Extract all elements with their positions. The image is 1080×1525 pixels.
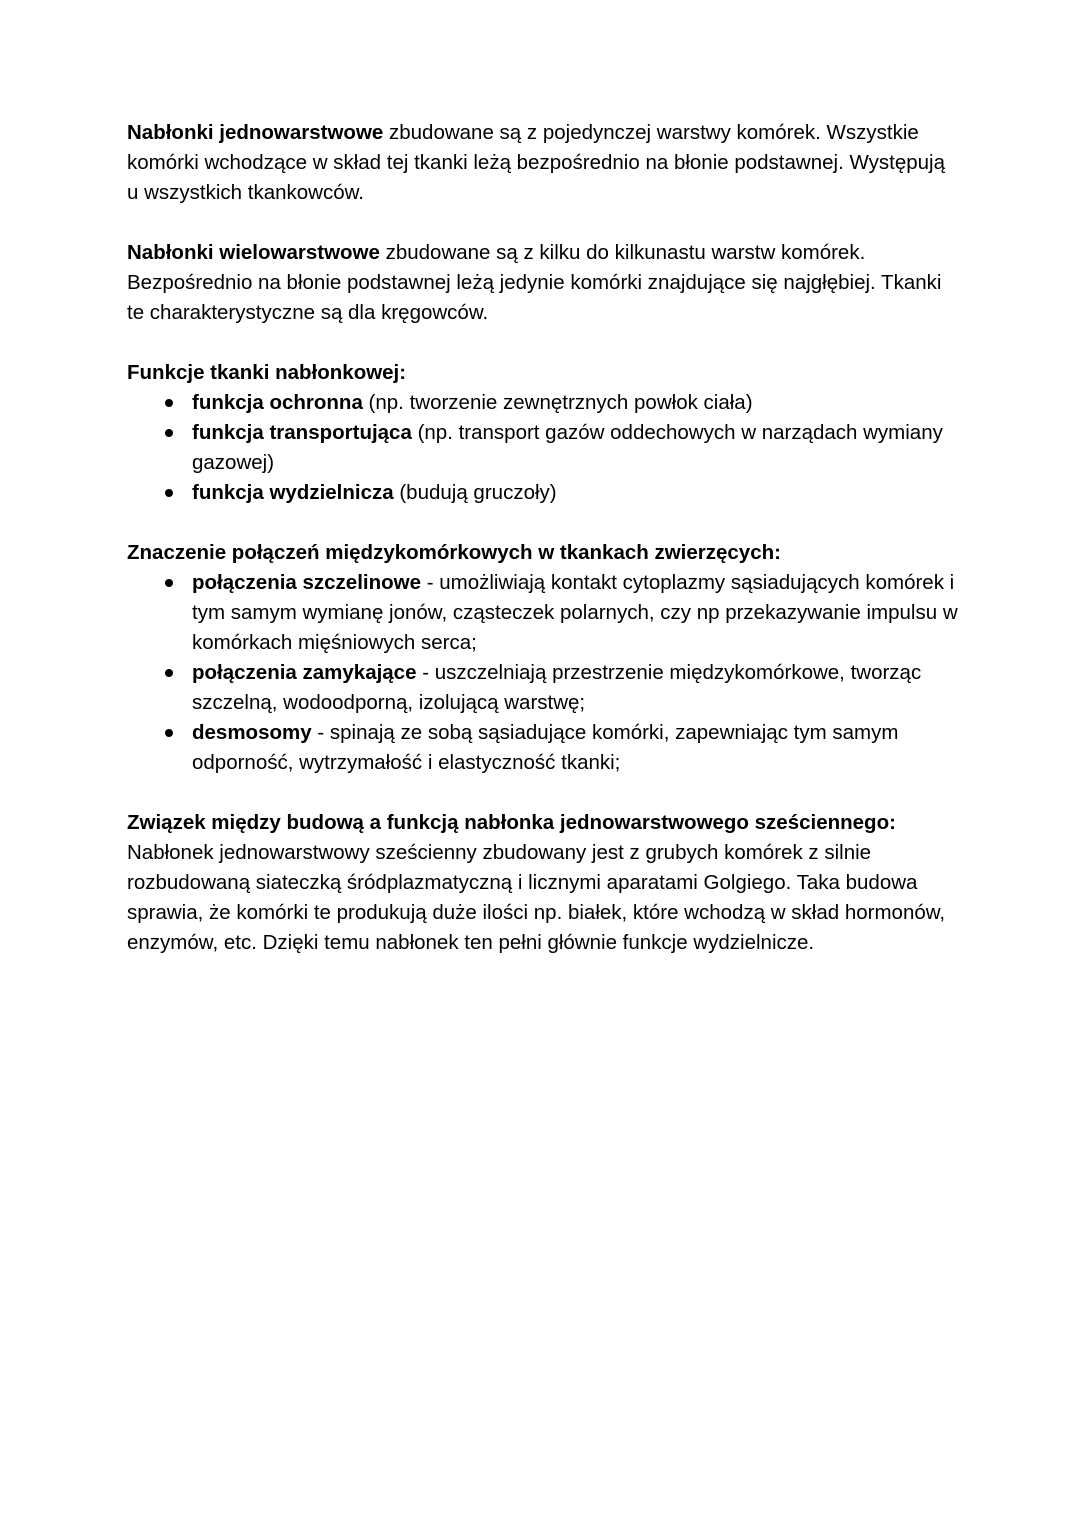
bullet-dot-icon (165, 669, 173, 677)
list-item-text: - umożliwiają kontakt cytoplazmy sąsiadujących komórek i tym samym wymianę jonów, cząsteczek polarnych, czy np przekazywanie impulsu w komórkach mięśniowych serca; (192, 571, 958, 654)
list-item (127, 568, 959, 658)
paragraph-nablonki-wielowarstwowe (127, 238, 959, 328)
list-item (127, 478, 959, 508)
bullet-dot-icon (165, 729, 173, 737)
list-item-text: (np. tworzenie zewnętrznych powłok ciała) (362, 391, 753, 414)
list-item (127, 718, 959, 778)
paragraph-text: zbudowane są z kilku do kilkunastu warstw komórek. Bezpośrednio na błonie podstawnej leżą jedynie komórki znajdujące się najgłębiej. Tkanki te charakterystyczne są dla kręgowców. (127, 241, 942, 324)
section-znaczenie-polaczen-miedzykomorkowych (127, 538, 959, 778)
section-heading: Znaczenie połączeń międzykomórkowych w tkankach zwierzęcych: (127, 541, 781, 564)
section-funkcje-tkanki-nablonkowej (127, 358, 959, 508)
bullet-dot-icon (165, 399, 173, 407)
bullet-list-funkcje (127, 388, 959, 508)
section-zwiazek-budowa-funkcja (127, 808, 959, 958)
list-item (127, 418, 959, 478)
bullet-dot-icon (165, 429, 173, 437)
list-item-term: połączenia szczelinowe (192, 571, 421, 594)
document-body (127, 118, 959, 958)
list-item-text: - uszczelniają przestrzenie międzykomórkowe, tworząc szczelną, wodoodporną, izolującą warstwę; (192, 661, 922, 714)
list-item-term: połączenia zamykające (192, 661, 417, 684)
list-item-term: funkcja ochronna (192, 391, 363, 414)
paragraph-nablonki-jednowarstwowe (127, 118, 959, 208)
bullet-dot-icon (165, 579, 173, 587)
bullet-dot-icon (165, 489, 173, 497)
list-item (127, 658, 959, 718)
closing-paragraph: Nabłonek jednowarstwowy sześcienny zbudowany jest z grubych komórek z silnie rozbudowaną siateczką śródplazmatyczną i licznymi aparatami Golgiego. Taka budowa sprawia, że komórki te produkują duże ilości np. białek, które wchodzą w skład hormonów, enzymów, etc. Dzięki temu nabłonek ten pełni głównie funkcje wydzielnicze. (127, 841, 946, 954)
paragraph-lead-term: Nabłonki jednowarstwowe (127, 121, 384, 144)
list-item-text: - spinają ze sobą sąsiadujące komórki, zapewniając tym samym odporność, wytrzymałość i elastyczność tkanki; (192, 721, 899, 774)
list-item-text: (np. transport gazów oddechowych w narządach wymiany gazowej) (192, 421, 943, 474)
list-item-term: funkcja wydzielnicza (192, 481, 394, 504)
section-heading: Funkcje tkanki nabłonkowej: (127, 361, 407, 384)
paragraph-text: zbudowane są z pojedynczej warstwy komórek. Wszystkie komórki wchodzące w skład tej tkanki leżą bezpośrednio na błonie podstawnej. Występują u wszystkich tkankowców. (127, 121, 945, 204)
list-item (127, 388, 959, 418)
paragraph-lead-term: Nabłonki wielowarstwowe (127, 241, 380, 264)
bullet-list-polaczenia (127, 568, 959, 778)
list-item-term: funkcja transportująca (192, 421, 412, 444)
section-heading: Związek między budową a funkcją nabłonka jednowarstwowego sześciennego: (127, 811, 896, 834)
list-item-text: (budują gruczoły) (393, 481, 557, 504)
list-item-term: desmosomy (192, 721, 312, 744)
